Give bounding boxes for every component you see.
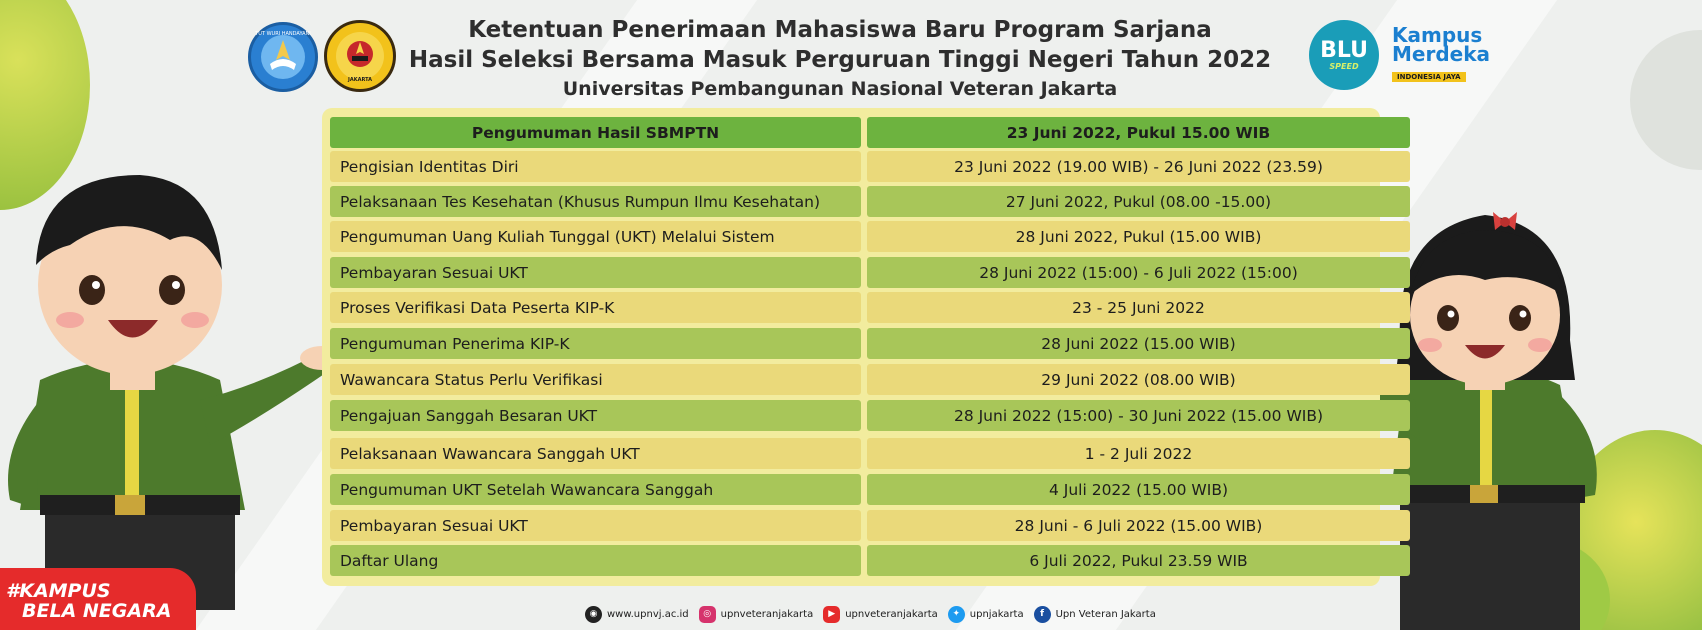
table-row <box>330 186 1410 217</box>
table-row <box>330 545 1410 576</box>
schedule-activity: Pengumuman Penerima KIP-K <box>330 328 861 359</box>
footer-website[interactable] <box>585 606 689 623</box>
title-line-3: Universitas Pembangunan Nasional Veteran Jakarta <box>562 78 1118 100</box>
schedule-activity: Pengumuman UKT Setelah Wawancara Sanggah <box>330 474 861 505</box>
title-line-2: Hasil Seleksi Bersama Masuk Perguruan Tinggi Negeri Tahun 2022 <box>408 47 1272 73</box>
mascot-boy-illustration <box>0 170 340 610</box>
schedule-activity: Pelaksanaan Tes Kesehatan (Khusus Rumpun Ilmu Kesehatan) <box>330 186 861 217</box>
schedule-date: 27 Juni 2022, Pukul (08.00 -15.00) <box>867 186 1410 217</box>
upn-veteran-jakarta-logo <box>324 20 396 92</box>
table-row <box>330 438 1410 469</box>
schedule-activity: Daftar Ulang <box>330 545 861 576</box>
table-row <box>330 221 1410 252</box>
tut-wuri-handayani-logo <box>248 22 318 92</box>
schedule-activity: Wawancara Status Perlu Verifikasi <box>330 364 861 395</box>
footer-instagram[interactable] <box>699 606 814 623</box>
table-row <box>330 364 1410 395</box>
schedule-date: 28 Juni 2022 (15.00 WIB) <box>867 328 1410 359</box>
schedule-activity: Pengumuman Hasil SBMPTN <box>330 117 861 148</box>
table-row <box>330 400 1410 431</box>
blu-text: BLU <box>1320 37 1368 63</box>
instagram-icon: ◎ <box>699 606 716 623</box>
tut-wuri-caption: TUT WURI HANDAYANI <box>255 31 311 37</box>
schedule-date: 23 Juni 2022, Pukul 15.00 WIB <box>867 117 1410 148</box>
table-row <box>330 510 1410 541</box>
footer-facebook[interactable] <box>1034 606 1156 623</box>
footer-twitter-text: upnjakarta <box>969 608 1024 620</box>
kampus-merdeka-line2: Merdeka <box>1392 42 1491 66</box>
schedule-activity: Proses Verifikasi Data Peserta KIP-K <box>330 292 861 323</box>
schedule-date: 6 Juli 2022, Pukul 23.59 WIB <box>867 545 1410 576</box>
schedule-activity: Pembayaran Sesuai UKT <box>330 510 861 541</box>
social-footer <box>585 603 1156 625</box>
hashtag-badge <box>0 568 196 630</box>
schedule-date: 28 Juni 2022 (15:00) - 6 Juli 2022 (15:00) <box>867 257 1410 288</box>
hashtag-line-1: #KAMPUS <box>6 580 111 602</box>
footer-youtube[interactable] <box>823 606 938 623</box>
hashtag-line-2: BELA NEGARA <box>22 600 172 622</box>
table-row <box>330 474 1410 505</box>
tut-wuri-emblem-icon <box>258 32 308 82</box>
schedule-date: 23 Juni 2022 (19.00 WIB) - 26 Juni 2022 (23.59) <box>867 151 1410 182</box>
schedule-activity: Pengajuan Sanggah Besaran UKT <box>330 400 861 431</box>
schedule-activity: Pembayaran Sesuai UKT <box>330 257 861 288</box>
title-line-1: Ketentuan Penerimaan Mahasiswa Baru Program Sarjana <box>468 17 1212 43</box>
footer-website-text: www.upnvj.ac.id <box>607 608 689 620</box>
kampus-merdeka-logo <box>1392 23 1502 86</box>
upn-emblem-icon <box>334 30 386 82</box>
schedule-date: 28 Juni - 6 Juli 2022 (15.00 WIB) <box>867 510 1410 541</box>
schedule-date: 28 Juni 2022 (15:00) - 30 Juni 2022 (15.00 WIB) <box>867 400 1410 431</box>
schedule-activity: Pengisian Identitas Diri <box>330 151 861 182</box>
footer-youtube-text: upnveteranjakarta <box>845 608 938 620</box>
schedule-activity: Pengumuman Uang Kuliah Tunggal (UKT) Melalui Sistem <box>330 221 861 252</box>
youtube-icon: ▶ <box>823 606 840 623</box>
table-row <box>330 257 1410 288</box>
decorative-blob <box>1630 30 1702 170</box>
kampus-merdeka-line1: Kampus <box>1392 23 1483 47</box>
schedule-date: 28 Juni 2022, Pukul (15.00 WIB) <box>867 221 1410 252</box>
twitter-icon: ✦ <box>948 606 965 623</box>
kampus-merdeka-tagline: INDONESIA JAYA <box>1392 72 1466 82</box>
blu-speed-logo <box>1309 20 1379 90</box>
blu-subtext: SPEED <box>1329 61 1359 71</box>
schedule-activity: Pelaksanaan Wawancara Sanggah UKT <box>330 438 861 469</box>
footer-facebook-text: Upn Veteran Jakarta <box>1055 608 1156 620</box>
table-row <box>330 292 1410 323</box>
schedule-date: 4 Juli 2022 (15.00 WIB) <box>867 474 1410 505</box>
table-header-row <box>330 117 1410 148</box>
upn-logo-caption: JAKARTA <box>348 77 372 83</box>
footer-twitter[interactable] <box>948 606 1024 623</box>
table-row <box>330 328 1410 359</box>
schedule-date: 23 - 25 Juni 2022 <box>867 292 1410 323</box>
facebook-icon: f <box>1034 606 1051 623</box>
schedule-date: 1 - 2 Juli 2022 <box>867 438 1410 469</box>
footer-instagram-text: upnveteranjakarta <box>720 608 814 620</box>
table-row <box>330 151 1410 182</box>
globe-icon: ◉ <box>585 606 602 623</box>
schedule-date: 29 Juni 2022 (08.00 WIB) <box>867 364 1410 395</box>
